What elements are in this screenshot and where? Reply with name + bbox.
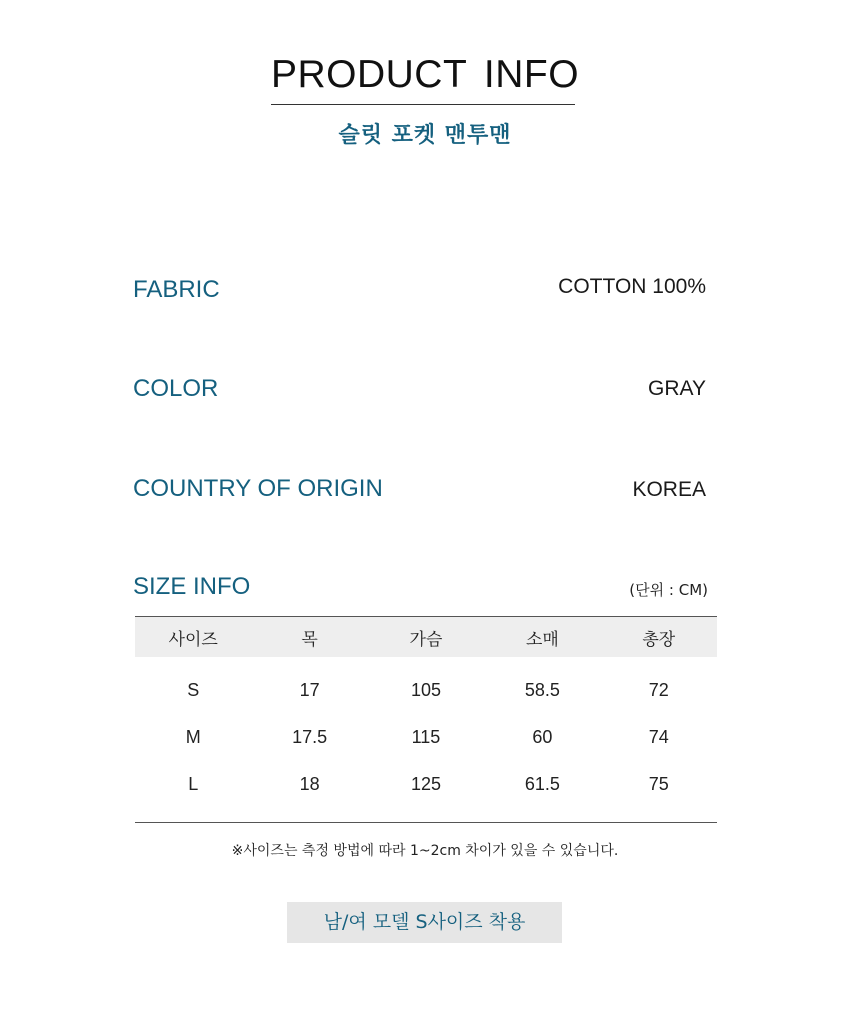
column-header-sleeve: 소매: [484, 617, 600, 658]
fabric-label: FABRIC: [133, 276, 220, 303]
origin-row: [133, 471, 706, 507]
fabric-row: [133, 272, 706, 308]
size-unit-label: (단위 : CM): [629, 581, 708, 599]
fabric-value: COTTON 100%: [558, 275, 706, 298]
column-header-neck: 목: [251, 617, 367, 658]
table-cell: M: [185, 727, 201, 747]
size-table: [135, 616, 717, 823]
table-cell: 17.5: [292, 727, 328, 747]
color-value: GRAY: [648, 377, 706, 400]
table-row: [135, 714, 717, 761]
table-cell: 72: [648, 680, 669, 700]
table-row: [135, 761, 717, 823]
title-underline: [271, 104, 575, 105]
color-label: COLOR: [133, 375, 219, 402]
table-cell: 58.5: [524, 680, 560, 700]
table-cell: S: [187, 680, 200, 700]
origin-label: COUNTRY OF ORIGIN: [133, 475, 383, 502]
table-cell: 61.5: [484, 761, 600, 823]
table-cell: L: [135, 761, 251, 823]
size-info-title: SIZE INFO: [133, 573, 251, 600]
table-cell: 75: [601, 761, 717, 823]
table-cell: 74: [648, 727, 669, 747]
size-table-header-row: [135, 617, 717, 658]
table-cell: 18: [251, 761, 367, 823]
table-cell: 60: [532, 727, 553, 747]
column-header-chest: 가슴: [368, 617, 484, 658]
column-header-length: 총장: [601, 617, 717, 658]
measurement-note: ※사이즈는 측정 방법에 따라 1~2cm 차이가 있을 수 있습니다.: [231, 843, 619, 859]
table-cell: 115: [411, 727, 441, 747]
table-cell: 105: [410, 680, 441, 700]
table-cell: 17: [299, 680, 320, 700]
size-info-header: [133, 569, 708, 605]
table-row: [135, 657, 717, 714]
page-title: PRODUCT INFO: [270, 53, 580, 96]
model-size-note: 남/여 모델 S사이즈 착용: [287, 902, 562, 943]
origin-value: KOREA: [632, 478, 706, 501]
color-row: [133, 371, 706, 407]
product-name: 슬릿 포켓 맨투맨: [338, 123, 512, 148]
table-cell: 125: [368, 761, 484, 823]
column-header-size: 사이즈: [135, 617, 251, 658]
